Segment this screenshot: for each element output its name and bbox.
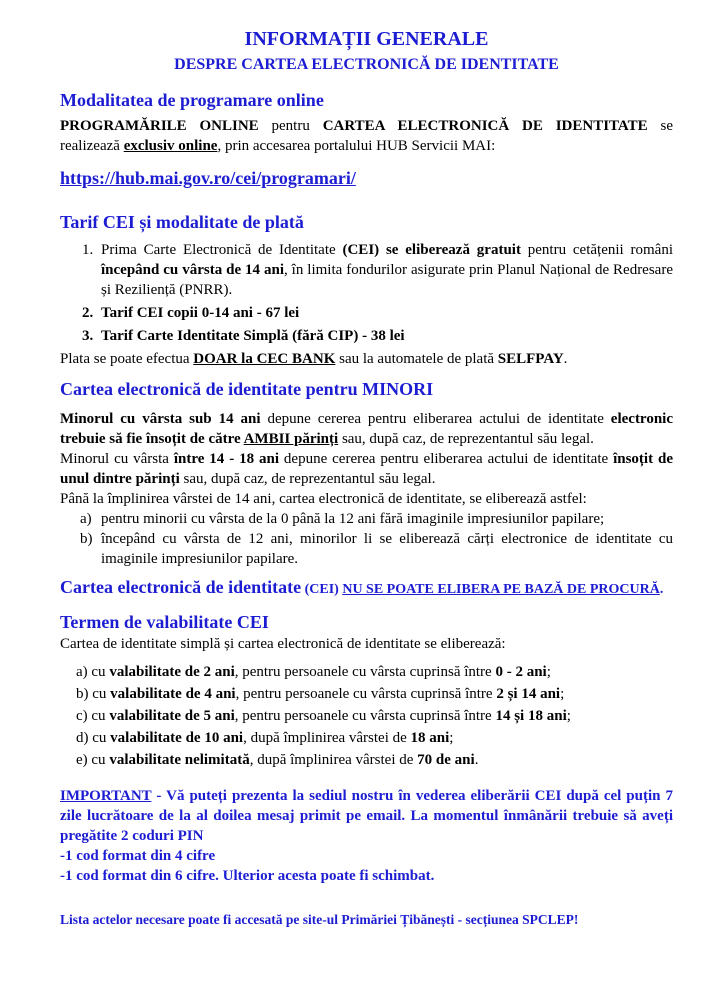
list-item [60, 240, 673, 300]
text-segment: Cartea electronică de identitate [60, 577, 302, 597]
list-item-text [101, 305, 299, 321]
text-segment: ; [560, 686, 565, 702]
text-segment: 18 ani [410, 730, 450, 746]
section-minori [60, 377, 673, 569]
list-marker: b) [80, 531, 93, 547]
valabilitate-intro: Cartea de identitate simplă și cartea electronică de identitate se eliberează: [60, 636, 506, 652]
list-marker: 3. [82, 328, 94, 344]
text-segment: SELFPAY [497, 351, 564, 367]
text-segment: Minorul cu vârsta [60, 451, 174, 467]
important-paragraph [60, 786, 673, 846]
text-segment: AMBII părinți [243, 431, 339, 447]
text-segment: valabilitate de 2 ani [109, 664, 235, 680]
list-marker: a) [80, 511, 92, 527]
section-online [60, 88, 673, 202]
text-segment: NU SE POATE ELIBERA PE BAZĂ DE PROCURĂ [342, 582, 660, 597]
minori-list [60, 509, 673, 569]
text-segment: valabilitate de 5 ani [109, 708, 235, 724]
valabilitate-list [76, 662, 673, 770]
text-segment: însoțit de unul dintre părinți [60, 451, 673, 487]
text-segment: 70 de ani [417, 752, 475, 768]
text-segment: sau, după caz, de reprezentantul său legal. [338, 431, 594, 447]
text-segment: valabilitate de 10 ani [110, 730, 244, 746]
procura-notice [60, 577, 673, 600]
minori-paragraph-14-18 [60, 449, 673, 489]
text-segment: . [563, 351, 568, 367]
list-item [60, 303, 673, 323]
text-segment: Tarif CEI copii 0-14 ani - 67 lei [101, 305, 300, 321]
valabilitate-item [76, 750, 673, 770]
section-heading-tarif: Tarif CEI și modalitate de plată [60, 212, 304, 232]
text-segment: b) cu [76, 686, 111, 702]
document-page [60, 26, 673, 930]
section-tarif [60, 210, 673, 369]
text-segment: , pentru persoanele cu vârsta cuprinsă între [234, 664, 496, 680]
text-segment: valabilitate nelimitată [109, 752, 250, 768]
text-segment: sau, după caz, de reprezentantul său legal. [179, 471, 436, 487]
text-segment: - Vă puteți prezenta la sediul nostru în vederea eliberării CEI după cel puțin 7 zile lucrătoare de la al doilea mesaj primit pe email. La momentul înmânării trebuie să aveți pregătite 2 coduri PIN [60, 788, 673, 844]
text-segment: Până la împlinirea vârstei de 14 ani, cartea electronică de identitate, se eliberează astfel: [60, 491, 587, 507]
tarif-list [60, 240, 673, 346]
valabilitate-item [76, 728, 673, 748]
text-segment: valabilitate de 4 ani [110, 686, 236, 702]
list-item [60, 529, 673, 569]
online-paragraph [60, 116, 673, 156]
text-segment: Minorul cu vârsta sub 14 ani [60, 411, 261, 427]
minori-paragraph-under-14 [60, 409, 673, 449]
list-marker: 2. [82, 305, 94, 321]
text-segment: , pentru persoanele cu vârsta cuprinsă între [235, 686, 497, 702]
text-segment: electronic trebuie să fie însoțit de către [60, 411, 673, 447]
text-segment: DOAR la CEC BANK [193, 351, 336, 367]
text-segment: exclusiv online [123, 138, 218, 154]
section-heading-minori: Cartea electronică de identitate pentru MINORI [60, 379, 434, 399]
list-item-text [101, 511, 604, 527]
text-segment: , în limita fondurilor asigurate prin Planul Național de Redresare și Reziliență (PNRR). [101, 262, 673, 298]
text-segment: 2 și 14 ani [496, 686, 561, 702]
text-segment: IMPORTANT [60, 788, 152, 804]
programari-link[interactable]: https://hub.mai.gov.ro/cei/programari/ [60, 168, 356, 188]
valabilitate-item [76, 662, 673, 682]
text-segment: CARTEA ELECTRONICĂ DE IDENTITATE [322, 118, 648, 134]
text-segment: PROGRAMĂRILE ONLINE [60, 118, 259, 134]
text-segment: , prin accesarea portalului HUB Servicii MAI: [217, 138, 496, 154]
text-segment: 14 și 18 ani [495, 708, 567, 724]
list-item-text [101, 531, 673, 567]
valabilitate-item [76, 684, 673, 704]
text-segment: pentru cetățenii români [520, 242, 674, 258]
text-segment: începând cu vârsta de 12 ani, minorilor li se eliberează cărți electronice de identitate cu imaginile impresiunilor papilare. [101, 531, 673, 567]
text-segment: ; [546, 664, 551, 680]
text-segment: (CEI) [301, 582, 343, 597]
text-segment: se realizează [60, 118, 673, 154]
text-segment: sau la automatele de plată [335, 351, 498, 367]
text-segment: , pentru persoanele cu vârsta cuprinsă între [234, 708, 496, 724]
payment-paragraph [60, 349, 673, 369]
text-segment: între 14 - 18 ani [173, 451, 280, 467]
list-item-text [101, 328, 405, 344]
footer-note: Lista actelor necesare poate fi accesată pe site-ul Primăriei Țibănești - secțiunea SPCLEP! [60, 912, 579, 927]
text-segment: începând cu vârsta de 14 ani [101, 262, 284, 278]
text-segment: (CEI) se eliberează gratuit [342, 242, 521, 258]
text-segment: a) cu [76, 664, 110, 680]
text-segment: , după împlinirea vârstei de [249, 752, 418, 768]
section-heading-online: Modalitatea de programare online [60, 90, 324, 110]
text-segment: depune cererea pentru eliberarea actului de identitate [279, 451, 614, 467]
list-item [60, 326, 673, 346]
valabilitate-item [76, 706, 673, 726]
text-segment: . [659, 582, 664, 597]
section-heading-valabilitate: Termen de valabilitate CEI [60, 612, 269, 632]
text-segment: depune cererea pentru eliberarea actului de identitate [260, 411, 611, 427]
text-segment: ; [566, 708, 571, 724]
text-segment: , după împlinirea vârstei de [243, 730, 411, 746]
text-segment: 0 - 2 ani [495, 664, 547, 680]
pin-line-4-digits: -1 cod format din 4 cifre [60, 848, 216, 864]
text-segment: d) cu [76, 730, 111, 746]
document-title: INFORMAȚII GENERALE [244, 28, 489, 50]
text-segment: pentru [258, 118, 323, 134]
minori-paragraph-until-14 [60, 489, 673, 509]
list-marker: 1. [82, 242, 94, 258]
text-segment: Tarif Carte Identitate Simplă (fără CIP) - 38 lei [101, 328, 405, 344]
list-item-text [101, 242, 673, 298]
text-segment: c) cu [76, 708, 110, 724]
list-item [60, 509, 673, 529]
text-segment: Plata se poate efectua [60, 351, 194, 367]
section-valabilitate [60, 610, 673, 770]
text-segment: ; [449, 730, 454, 746]
document-subtitle: DESPRE CARTEA ELECTRONICĂ DE IDENTITATE [174, 56, 559, 73]
text-segment: e) cu [76, 752, 110, 768]
text-segment: . [474, 752, 479, 768]
text-segment: pentru minorii cu vârsta de la 0 până la 12 ani fără imaginile impresiunilor papilare; [101, 511, 605, 527]
text-segment: Prima Carte Electronică de Identitate [101, 242, 343, 258]
pin-line-6-digits: -1 cod format din 6 cifre. Ulterior acesta poate fi schimbat. [60, 868, 435, 884]
important-notice [60, 786, 673, 886]
